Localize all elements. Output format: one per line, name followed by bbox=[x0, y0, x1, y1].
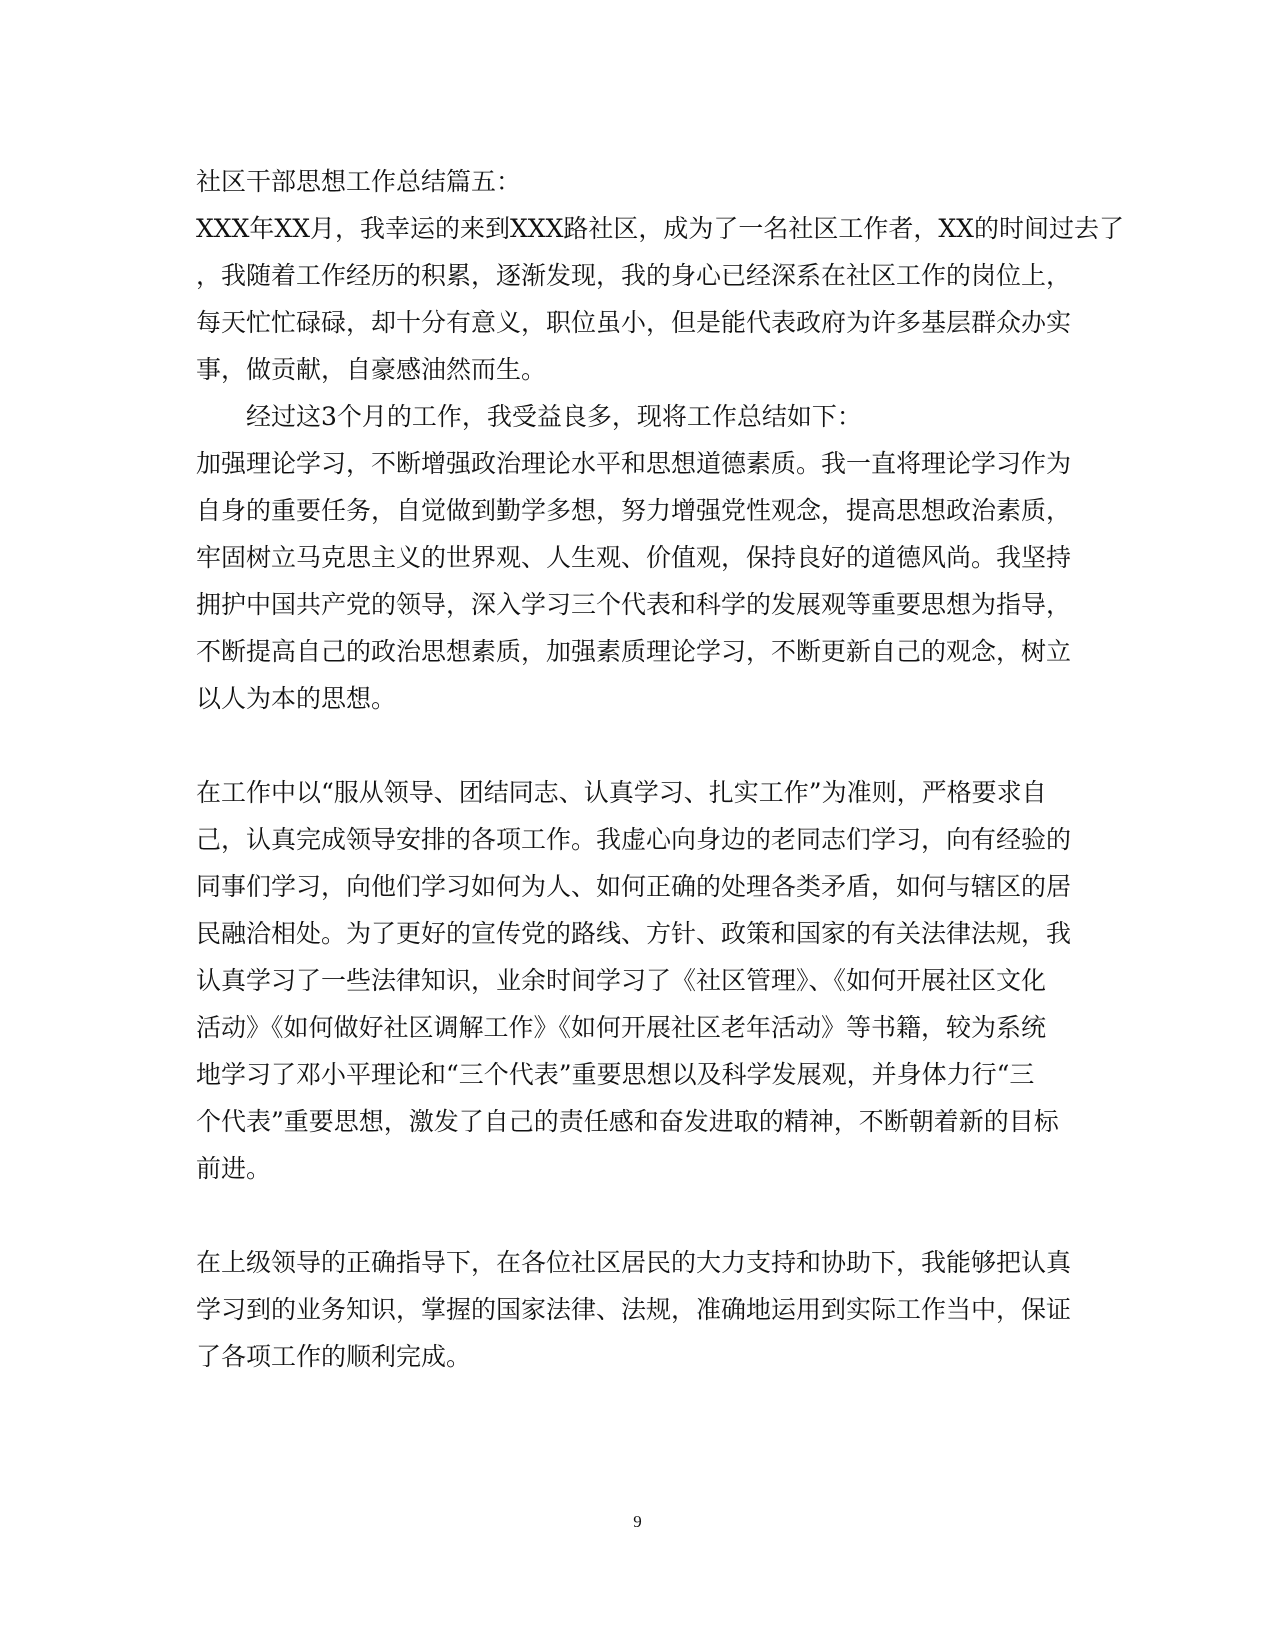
text-line: 了各项工作的顺利完成。 bbox=[196, 1342, 472, 1371]
text-line: 地学习了邓小平理论和“三个代表”重要思想以及科学发展观，并身体力行“三 bbox=[196, 1060, 1035, 1089]
paragraph-work-principles bbox=[196, 769, 1076, 1192]
text-line: 认真学习了一些法律知识，业余时间学习了《社区管理》、《如何开展社区文化 bbox=[196, 966, 1047, 995]
paragraph-intro bbox=[196, 205, 1124, 393]
paragraph-spacer bbox=[196, 722, 1076, 769]
text-line: 个代表”重要思想，激发了自己的责任感和奋发进取的精神，不断朝着新的目标 bbox=[196, 1107, 1059, 1136]
text-line: 拥护中国共产党的领导，深入学习三个代表和科学的发展观等重要思想为指导， bbox=[196, 590, 1072, 619]
text-line: 学习到的业务知识，掌握的国家法律、法规，准确地运用到实际工作当中，保证 bbox=[196, 1295, 1072, 1324]
text-line: 活动》《如何做好社区调解工作》《如何开展社区老年活动》等书籍，较为系统 bbox=[196, 1013, 1047, 1042]
paragraph-theory-study bbox=[196, 440, 1076, 722]
document-body bbox=[196, 158, 1124, 1380]
text-line: ，我随着工作经历的积累，逐渐发现，我的身心已经深系在社区工作的岗位上， bbox=[196, 261, 1072, 290]
text-line: 民融洽相处。为了更好的宣传党的路线、方针、政策和国家的有关法律法规，我 bbox=[196, 919, 1072, 948]
paragraph-guidance bbox=[196, 1239, 1076, 1380]
text-line: 事，做贡献，自豪感油然而生。 bbox=[196, 355, 547, 384]
text-line: XXX年XX月，我幸运的来到XXX路社区，成为了一名社区工作者，XX的时间过去了 bbox=[196, 214, 1124, 243]
text-line: 自身的重要任务，自觉做到勤学多想，努力增强党性观念，提高思想政治素质， bbox=[196, 496, 1072, 525]
text-line: 牢固树立马克思主义的世界观、人生观、价值观，保持良好的道德风尚。我坚持 bbox=[196, 543, 1072, 572]
paragraph-spacer bbox=[196, 1192, 1076, 1239]
text-line: 前进。 bbox=[196, 1154, 272, 1183]
text-line: 经过这3个月的工作，我受益良多，现将工作总结如下： bbox=[246, 402, 862, 431]
text-line: 己，认真完成领导安排的各项工作。我虚心向身边的老同志们学习，向有经验的 bbox=[196, 825, 1072, 854]
text-line: 以人为本的思想。 bbox=[196, 684, 397, 713]
page-number: 9 bbox=[633, 1512, 642, 1531]
text-line: 不断提高自己的政治思想素质，加强素质理论学习，不断更新自己的观念，树立 bbox=[196, 637, 1072, 666]
paragraph-summary-lead bbox=[196, 393, 1076, 440]
text-line: 在工作中以“服从领导、团结同志、认真学习、扎实工作”为准则，严格要求自 bbox=[196, 778, 1047, 807]
text-line: 加强理论学习，不断增强政治理论水平和思想道德素质。我一直将理论学习作为 bbox=[196, 449, 1072, 478]
section-heading: 社区干部思想工作总结篇五： bbox=[196, 167, 522, 196]
text-line: 同事们学习，向他们学习如何为人、如何正确的处理各类矛盾，如何与辖区的居 bbox=[196, 872, 1072, 901]
text-line: 在上级领导的正确指导下，在各位社区居民的大力支持和协助下，我能够把认真 bbox=[196, 1248, 1072, 1277]
text-line: 每天忙忙碌碌，却十分有意义，职位虽小，但是能代表政府为许多基层群众办实 bbox=[196, 308, 1072, 337]
